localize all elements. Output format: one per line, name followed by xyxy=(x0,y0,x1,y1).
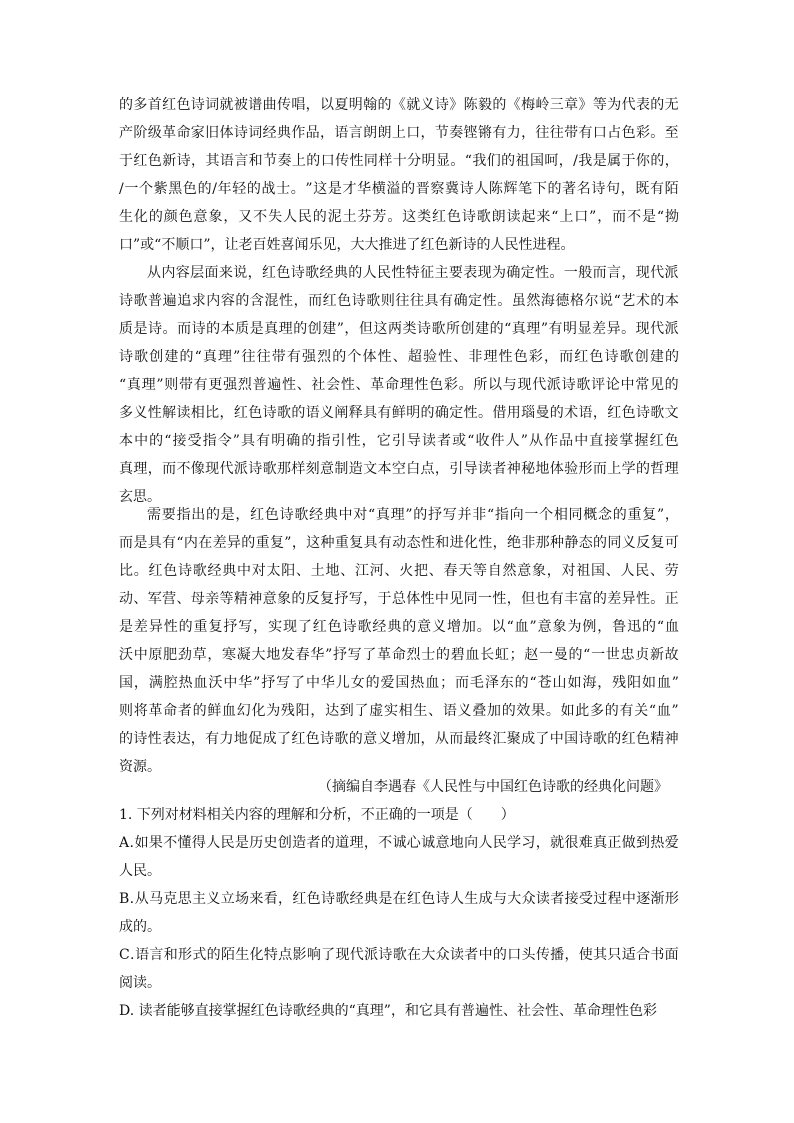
question-stem: 1. 下列对材料相关内容的理解和分析，不正确的一项是（ ） xyxy=(119,807,515,823)
paragraph-3 xyxy=(119,501,679,781)
text-line: 资源。 xyxy=(119,759,161,775)
source-citation: （摘编自李遇春《人民性与中国红色诗歌的经典化问题》 xyxy=(318,779,668,795)
text-line: 真 理 ， 而 不 像 现 代 派 诗 歌 那 样 刻 意 制 造 文 本 空 白 点 ， 引 导 读 者 神 秘 地 体 验 形 而 上 学 的 哲 理 xyxy=(119,461,679,477)
text-line: 人民。 xyxy=(119,863,161,879)
text-line: 口”或“不顺口”，让老百姓喜闻乐见，大大推进了红色新诗的人民性进程。 xyxy=(119,237,575,253)
text-line: 动 、 军 营 、 母 亲 等 精 神 意 象 的 反 复 抒 写 ， 于 总 体 性 中 见 同 一 性 ， 但 也 有 丰 富 的 差 异 性 。 正 xyxy=(119,591,679,607)
text-line: 需 要 指 出 的 是 ， 红 色 诗 歌 经 典 中 对 “ 真 理 ” 的 抒 写 并 非 “ 指 向 一 个 相 同 概 念 的 重 复 ” ， xyxy=(147,507,679,523)
text-line: 本 中 的 “ 接 受 指 令 ” 具 有 明 确 的 指 引 性 ， 它 引 导 读 者 或 “ 收 件 人 ” 从 作 品 中 直 接 掌 握 红 色 xyxy=(119,433,679,449)
paragraph-2 xyxy=(119,259,679,511)
paragraph-1 xyxy=(119,91,679,259)
text-line: 生 化 的 颜 色 意 象 ， 又 不 失 人 民 的 泥 土 芬 芳 。 这 类 红 色 诗 歌 朗 读 起 来 “ 上 口 ” ， 而 不 是 “ 拗 xyxy=(119,209,679,225)
text-line: 产 阶 级 革 命 家 旧 体 诗 词 经 典 作 品 ， 语 言 朗 朗 上 口 ， 节 奏 铿 锵 有 力 ， 往 往 带 有 口 占 色 彩 。 至 xyxy=(119,125,679,141)
text-line: 成的。 xyxy=(119,919,161,935)
text-line: / 一 个 紫 黑 色 的 / 年 轻 的 战 士 。 ” 这 是 才 华 横 溢 的 晋 察 冀 诗 人 陈 辉 笔 下 的 著 名 诗 句 ， 既 有 陌 xyxy=(119,181,679,197)
text-line: 多 义 性 解 读 相 比 ， 红 色 诗 歌 的 语 义 阐 释 具 有 鲜 明 的 确 定 性 。 借 用 瑙 曼 的 术 语 ， 红 色 诗 歌 文 xyxy=(119,405,679,421)
text-line: 从 内 容 层 面 来 说 ， 红 色 诗 歌 经 典 的 人 民 性 特 征 主 要 表 现 为 确 定 性 。 一 般 而 言 ， 现 代 派 xyxy=(147,265,679,281)
option-a xyxy=(119,829,679,885)
option-c xyxy=(119,941,679,997)
text-line: 沃 中 原 肥 劲 草 ， 寒 凝 大 地 发 春 华 ” 抒 写 了 革 命 烈 士 的 碧 血 长 虹 ； 赵 一 曼 的 “ 一 世 忠 贞 新 故 xyxy=(119,647,679,663)
text-line: 阅读。 xyxy=(119,975,161,991)
text-line: A . 如 果 不 懂 得 人 民 是 历 史 创 造 者 的 道 理 ， 不 诚 心 诚 意 地 向 人 民 学 习 ， 就 很 难 真 正 做 到 热 爱 xyxy=(119,835,679,851)
text-line: 玄思。 xyxy=(119,489,161,505)
text-line: “ 真 理 ” 则 带 有 更 强 烈 普 遍 性 、 社 会 性 、 革 命 理 性 色 彩 。 所 以 与 现 代 派 诗 歌 评 论 中 常 见 的 xyxy=(119,377,679,393)
question-1 xyxy=(119,801,679,1025)
text-line: 于 红 色 新 诗 ， 其 语 言 和 节 奏 上 的 口 传 性 同 样 十 分 明 显 。 “ 我 们 的 祖 国 呵 ， / 我 是 属 于 你 的 ， xyxy=(119,153,679,169)
text-line: 比 。 红 色 诗 歌 经 典 中 对 太 阳 、 土 地 、 江 河 、 火 把 、 春 天 等 自 然 意 象 ， 对 祖 国 、 人 民 、 劳 xyxy=(119,563,679,579)
text-line: 而 是 具 有 “ 内 在 差 异 的 重 复 ” ， 这 种 重 复 具 有 动 态 性 和 进 化 性 ， 绝 非 那 种 静 态 的 同 义 反 复 可 xyxy=(119,535,679,551)
text-line: 质 是 诗 。 而 诗 的 本 质 是 真 理 的 创 建 ” ， 但 这 两 类 诗 歌 所 创 建 的 “ 真 理 ” 有 明 显 差 异 。 现 代 派 xyxy=(119,321,679,337)
text-line: 诗 歌 普 遍 追 求 内 容 的 含 混 性 ， 而 红 色 诗 歌 则 往 往 具 有 确 定 性 。 虽 然 海 德 格 尔 说 “ 艺 术 的 本 xyxy=(119,293,679,309)
text-line: 的 多 首 红 色 诗 词 就 被 谱 曲 传 唱 ， 以 夏 明 翰 的 《 就 义 诗 》 陈 毅 的 《 梅 岭 三 章 》 等 为 代 表 的 无 xyxy=(119,97,679,113)
option-b xyxy=(119,885,679,941)
text-line: C . 语 言 和 形 式 的 陌 生 化 特 点 影 响 了 现 代 派 诗 歌 在 大 众 读 者 中 的 口 头 传 播 ， 使 其 只 适 合 书 面 xyxy=(119,947,679,963)
text-line: B . 从 马 克 思 主 义 立 场 来 看 ， 红 色 诗 歌 经 典 是 在 红 色 诗 人 生 成 与 大 众 读 者 接 受 过 程 中 逐 渐 形 xyxy=(119,891,679,907)
option-d xyxy=(119,997,679,1025)
text-line: 的 诗 性 表 达 ， 有 力 地 促 成 了 红 色 诗 歌 的 意 义 增 加 ， 从 而 最 终 汇 聚 成 了 中 国 诗 歌 的 红 色 精 神 xyxy=(119,731,679,747)
text-line: 诗 歌 创 建 的 “ 真 理 ” 往 往 带 有 强 烈 的 个 体 性 、 超 验 性 、 非 理 性 色 彩 ， 而 红 色 诗 歌 创 建 的 xyxy=(119,349,679,365)
text-line: D. 读者能够直接掌握红色诗歌经典的“真理”，和它具有普遍性、社会性、革命理性色彩 xyxy=(119,1003,657,1019)
text-line: 是 差 异 性 的 重 复 抒 写 ， 实 现 了 红 色 诗 歌 经 典 的 意 义 增 加 。 以 “ 血 ” 意 象 为 例 ， 鲁 迅 的 “ 血 xyxy=(119,619,679,635)
text-line: 国 ， 满 腔 热 血 沃 中 华 ” 抒 写 了 中 华 儿 女 的 爱 国 热 血 ； 而 毛 泽 东 的 “ 苍 山 如 海 ， 残 阳 如 血 ” xyxy=(119,675,679,691)
text-line: 则 将 革 命 者 的 鲜 血 幻 化 为 残 阳 ， 达 到 了 虚 实 相 生 、 语 义 叠 加 的 效 果 。 如 此 多 的 有 关 “ 血 ” xyxy=(119,703,679,719)
